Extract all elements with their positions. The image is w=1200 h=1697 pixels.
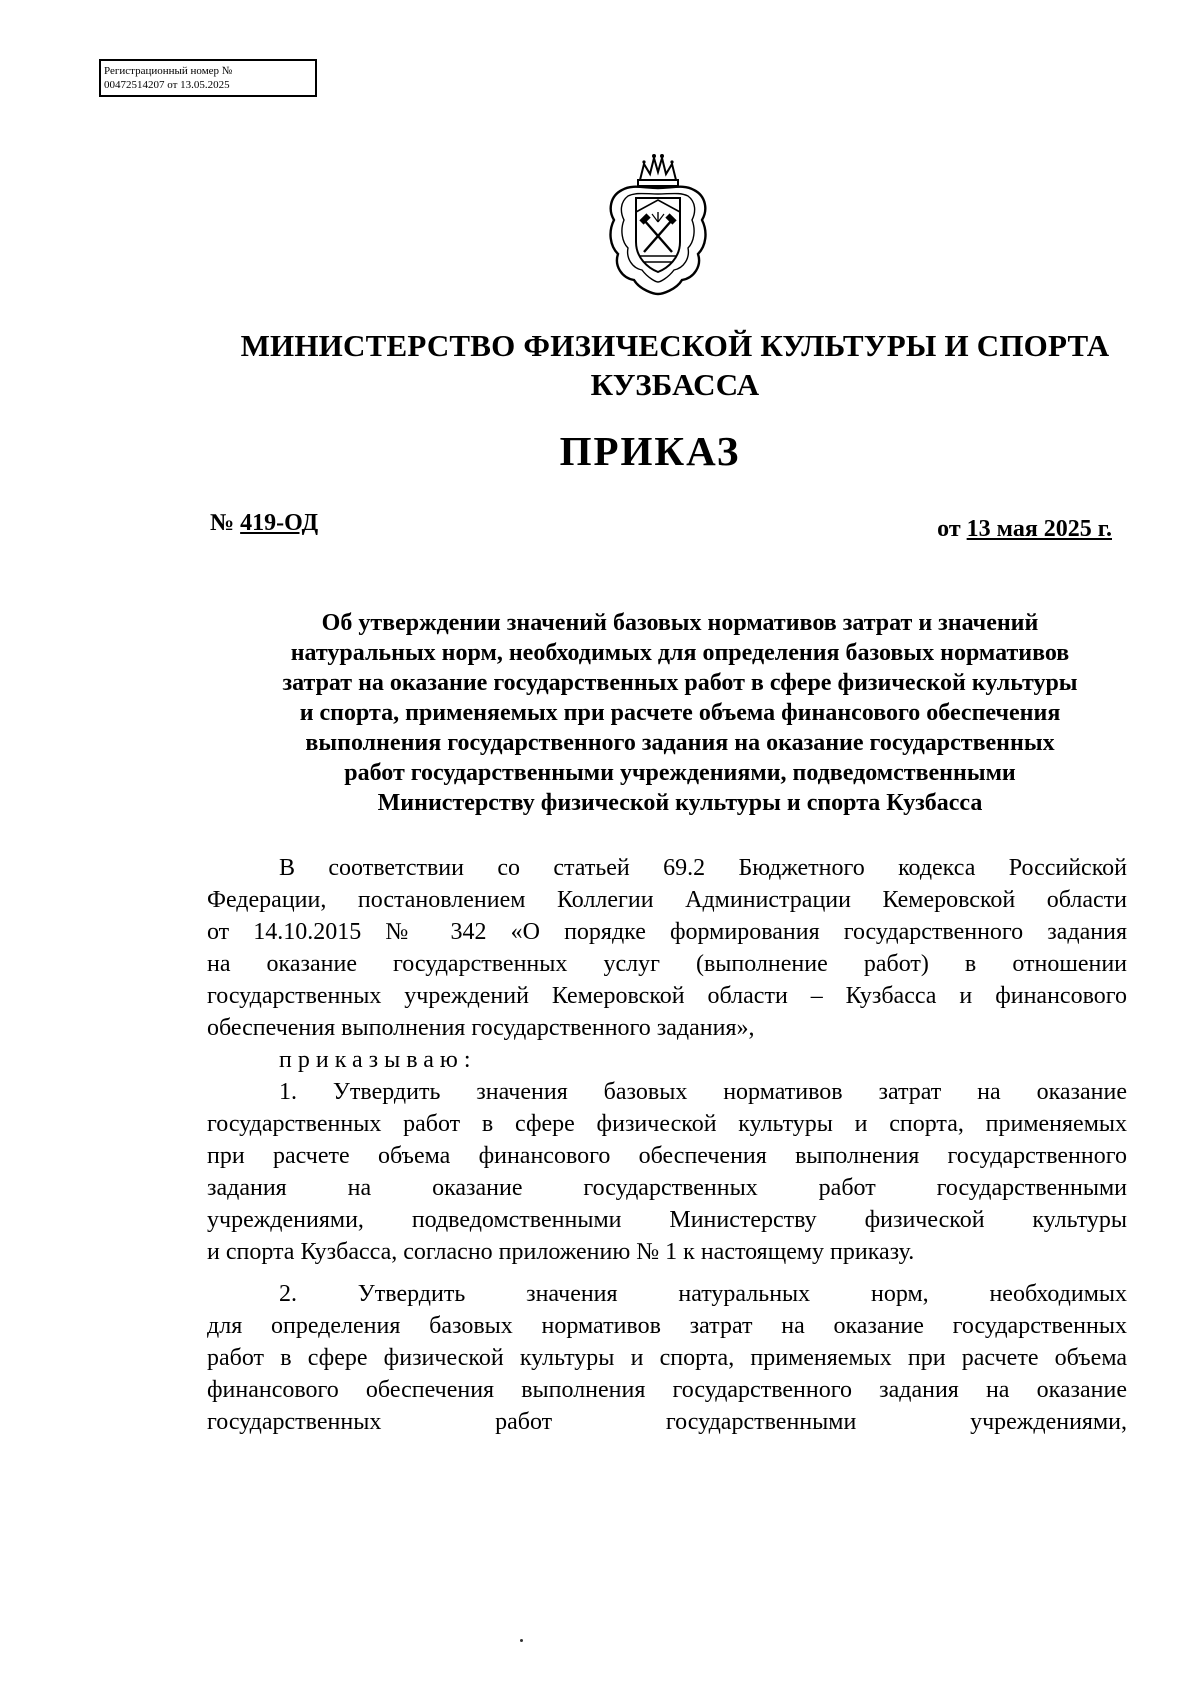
body-line: 1. Утвердить значения базовых нормативов затрат на оказание [279, 1079, 1127, 1105]
item-1-paragraph [207, 1076, 1127, 1268]
body-line: для определения базовых нормативов затрат на оказание государственных [207, 1313, 1127, 1339]
order-date [937, 514, 1112, 544]
subject-line: работ государственными учреждениями, подведомственными [344, 760, 1016, 786]
body-line: и спорта Кузбасса, согласно приложению № 1 к настоящему приказу. [207, 1239, 915, 1265]
body-line: обеспечения выполнения государственного задания», [207, 1015, 755, 1041]
body-line: при расчете объема финансового обеспечения выполнения государственного [207, 1143, 1127, 1169]
subject-line: Об утверждении значений базовых нормативов затрат и значений [321, 610, 1039, 636]
subject-line: и спорта, применяемых при расчете объема финансового обеспечения [299, 700, 1061, 726]
body-line: задания на оказание государственных работ государственными [207, 1175, 1127, 1201]
preamble-paragraph [207, 852, 1127, 1044]
kuzbass-coat-of-arms-icon [600, 150, 716, 298]
order-word: приказываю: [279, 1047, 477, 1073]
body-line: учреждениями, подведомственными Министерству физической культуры [207, 1207, 1127, 1233]
order-number-prefix: № [210, 510, 241, 536]
body-line: работ в сфере физической культуры и спорта, применяемых при расчете объема [207, 1345, 1127, 1371]
body-line: государственных работ в сфере физической культуры и спорта, применяемых [207, 1111, 1127, 1137]
ministry-title [150, 326, 1200, 404]
subject-line: затрат на оказание государственных работ в сфере физической культуры [282, 670, 1078, 696]
document-type-heading: ПРИКАЗ [559, 428, 741, 474]
order-date-prefix: от [937, 516, 967, 542]
registration-label: Регистрационный номер № [104, 65, 233, 77]
subject-line: натуральных норм, необходимых для определения базовых нормативов [290, 640, 1070, 666]
body-line: 2. Утвердить значения натуральных норм, необходимых [279, 1281, 1127, 1307]
body-line: государственных работ государственными учреждениями, [207, 1409, 1127, 1435]
ministry-title-line-1: МИНИСТЕРСТВО ФИЗИЧЕСКОЙ КУЛЬТУРЫ И СПОРТА [240, 328, 1110, 363]
body-line: Федерации, постановлением Коллегии Администрации Кемеровской области [207, 887, 1127, 913]
subject-line: Министерству физической культуры и спорта Кузбасса [377, 790, 983, 816]
body-line: на оказание государственных услуг (выполнение работ) в отношении [207, 951, 1127, 977]
order-subject [150, 608, 1200, 818]
order-number-value: 419-ОД [240, 510, 319, 536]
body-line: финансового обеспечения выполнения государственного задания на оказание [207, 1377, 1127, 1403]
order-number [210, 508, 318, 538]
item-2-paragraph [207, 1278, 1127, 1438]
body-line: от 14.10.2015 № 342 «О порядке формирования государственного задания [207, 919, 1127, 945]
body-line: В соответствии со статьей 69.2 Бюджетного кодекса Российской [279, 855, 1127, 881]
registration-stamp [99, 59, 317, 97]
body-line: государственных учреждений Кемеровской области – Кузбасса и финансового [207, 983, 1127, 1009]
order-date-value: 13 мая 2025 г. [966, 516, 1112, 542]
ministry-title-line-2: КУЗБАССА [590, 367, 760, 402]
registration-number: 00472514207 от 13.05.2025 [104, 79, 230, 91]
order-body [207, 852, 1127, 1438]
scan-speck [520, 1639, 523, 1642]
subject-line: выполнения государственного задания на оказание государственных [305, 730, 1055, 756]
